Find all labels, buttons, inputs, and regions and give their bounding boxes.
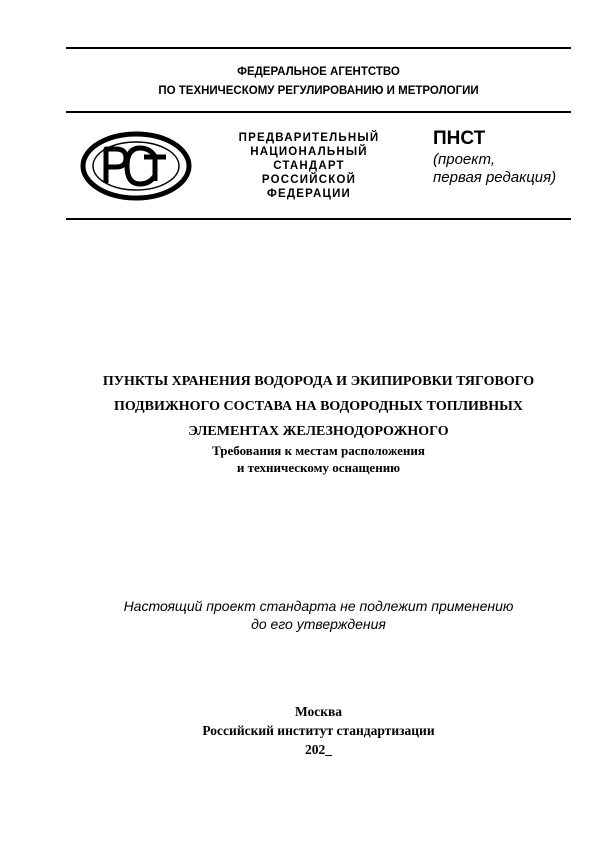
imprint-year: 202_ xyxy=(305,742,332,757)
draft-notice xyxy=(66,597,571,633)
agency-name xyxy=(66,63,571,101)
notice-line-1: Настоящий проект стандарта не подлежит применению xyxy=(123,598,514,614)
notice-line-2: до его утверждения xyxy=(251,616,386,632)
standard-status xyxy=(433,151,556,187)
subtitle-line-1: Требования к местам расположения xyxy=(212,443,425,458)
imprint-publisher: Российский институт стандартизации xyxy=(202,723,435,738)
gost-logo-icon xyxy=(80,131,192,201)
imprint xyxy=(66,702,571,759)
agency-line-2: ПО ТЕХНИЧЕСКОМУ РЕГУЛИРОВАНИЮ И МЕТРОЛОГИИ xyxy=(158,85,479,97)
agency-line-1: ФЕДЕРАЛЬНОЕ АГЕНТСТВО xyxy=(237,66,400,78)
title-line-2: ПОДВИЖНОГО СОСТАВА НА ВОДОРОДНЫХ ТОПЛИВНЫХ xyxy=(113,399,524,414)
document-title xyxy=(66,369,571,444)
standard-status-line-2: первая редакция) xyxy=(433,169,557,186)
standard-abbreviation: ПНСТ xyxy=(433,128,486,149)
standard-kind-line-5: ФЕДЕРАЦИИ xyxy=(266,188,352,200)
imprint-city: Москва xyxy=(294,704,343,719)
standard-kind-line-1: ПРЕДВАРИТЕЛЬНЫЙ xyxy=(238,132,380,144)
header-rule xyxy=(66,111,571,113)
standard-kind-line-3: СТАНДАРТ xyxy=(273,160,345,172)
header-bottom-rule xyxy=(66,218,571,220)
document-subtitle xyxy=(66,442,571,476)
top-rule xyxy=(66,47,571,49)
subtitle-line-2: и техническому оснащению xyxy=(236,460,401,475)
standard-kind xyxy=(226,131,392,201)
standard-kind-line-4: РОССИЙСКОЙ xyxy=(261,174,357,186)
standard-kind-line-2: НАЦИОНАЛЬНЫЙ xyxy=(250,146,368,158)
standard-status-line-1: (проект, xyxy=(433,151,496,168)
title-line-1: ПУНКТЫ ХРАНЕНИЯ ВОДОРОДА И ЭКИПИРОВКИ ТЯГОВОГО xyxy=(102,374,535,389)
title-line-3: ЭЛЕМЕНТАХ ЖЕЛЕЗНОДОРОЖНОГО xyxy=(188,424,449,439)
